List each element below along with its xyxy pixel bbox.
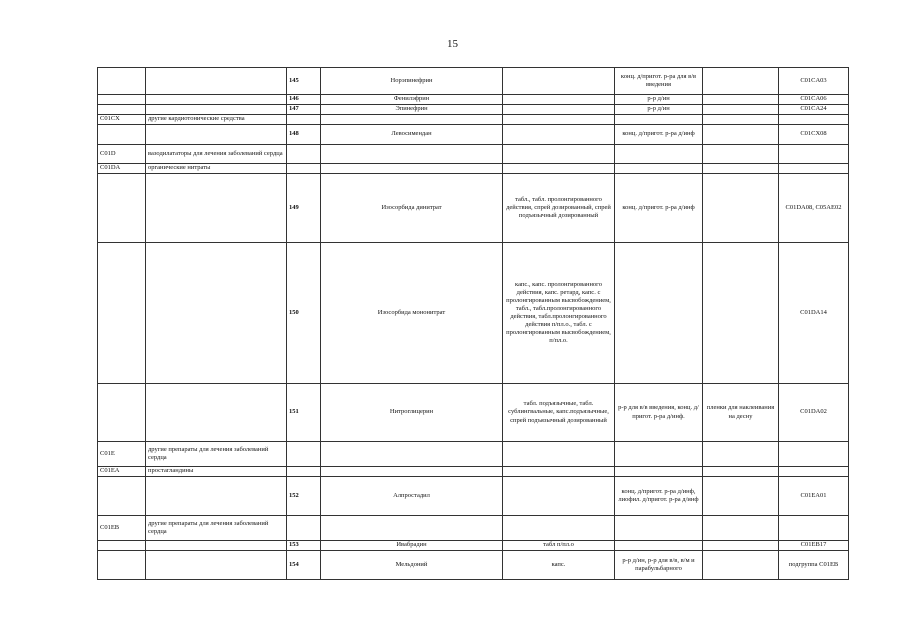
atc-code-cell: C01CA03 — [779, 68, 849, 95]
other-forms-cell — [703, 115, 779, 125]
dosage-forms-cell: капс., капс. пролонгированного действия, капс. ретард, капс. с пролонгированным высвобождением, табл., табл.пролонгированного действия, табл.пролонгированного действия п/пл.о., табл. с пролонгированным высвобождением, п/пл.о. — [503, 243, 615, 384]
table-row — [98, 105, 849, 115]
other-forms-cell — [703, 164, 779, 174]
dosage-forms-cell — [503, 467, 615, 477]
group-name-cell — [146, 105, 287, 115]
group-name-cell: другие препараты для лечения заболеваний сердца — [146, 442, 287, 467]
table-row — [98, 551, 849, 580]
table-row — [98, 174, 849, 243]
other-forms-cell — [703, 243, 779, 384]
atc-group-code-cell — [98, 541, 146, 551]
atc-code-cell — [779, 516, 849, 541]
dosage-forms-cell — [503, 68, 615, 95]
group-name-cell — [146, 125, 287, 145]
atc-group-code-cell — [98, 68, 146, 95]
atc-code-cell: C01EA01 — [779, 477, 849, 516]
group-name-cell — [146, 477, 287, 516]
atc-group-code-cell: C01EA — [98, 467, 146, 477]
row-number-cell — [287, 145, 321, 164]
injection-forms-cell: р-р д/ин — [615, 95, 703, 105]
drug-table — [97, 67, 849, 580]
dosage-forms-cell: табл. подъязычные, табл. сублингвальные, капс.подъязычные, спрей подъязычный дозированный — [503, 384, 615, 442]
page-number: 15 — [447, 38, 458, 50]
atc-code-cell: C01CA24 — [779, 105, 849, 115]
atc-group-code-cell — [98, 174, 146, 243]
injection-forms-cell — [615, 145, 703, 164]
table-row — [98, 68, 849, 95]
group-name-cell — [146, 541, 287, 551]
table-row — [98, 164, 849, 174]
dosage-forms-cell — [503, 477, 615, 516]
table-row — [98, 541, 849, 551]
injection-forms-cell: конц. д/пригот. р-ра д/инф — [615, 125, 703, 145]
dosage-forms-cell — [503, 442, 615, 467]
group-name-cell: вазодилататоры для лечения заболеваний сердца — [146, 145, 287, 164]
injection-forms-cell: конц. д/пригот. р-ра д/инф, лиофил. д/пригот. р-ра д/инф — [615, 477, 703, 516]
atc-group-code-cell — [98, 477, 146, 516]
injection-forms-cell — [615, 516, 703, 541]
row-number-cell — [287, 115, 321, 125]
table-row — [98, 516, 849, 541]
drug-name-cell: Фенилэфрин — [321, 95, 503, 105]
dosage-forms-cell: табл п/пл.о — [503, 541, 615, 551]
group-name-cell — [146, 68, 287, 95]
row-number-cell: 152 — [287, 477, 321, 516]
dosage-forms-cell — [503, 105, 615, 115]
drug-name-cell: Изосорбида динитрат — [321, 174, 503, 243]
atc-group-code-cell: C01CX — [98, 115, 146, 125]
atc-code-cell — [779, 164, 849, 174]
dosage-forms-cell — [503, 145, 615, 164]
table-row — [98, 243, 849, 384]
atc-code-cell: C01DA14 — [779, 243, 849, 384]
drug-name-cell — [321, 442, 503, 467]
atc-code-cell — [779, 115, 849, 125]
other-forms-cell — [703, 442, 779, 467]
group-name-cell: другие препараты для лечения заболеваний сердца — [146, 516, 287, 541]
other-forms-cell — [703, 516, 779, 541]
drug-name-cell: Эпинефрин — [321, 105, 503, 115]
injection-forms-cell: конц. д/пригот. р-ра д/инф — [615, 174, 703, 243]
row-number-cell: 146 — [287, 95, 321, 105]
table-row — [98, 384, 849, 442]
injection-forms-cell — [615, 115, 703, 125]
injection-forms-cell — [615, 541, 703, 551]
drug-name-cell: Изосорбида мононитрат — [321, 243, 503, 384]
other-forms-cell — [703, 95, 779, 105]
row-number-cell — [287, 467, 321, 477]
other-forms-cell — [703, 125, 779, 145]
dosage-forms-cell: табл., табл. пролонгированного действия, спрей дозированный, спрей подъязычный дозированный — [503, 174, 615, 243]
drug-name-cell: Норэпинефрин — [321, 68, 503, 95]
row-number-cell: 151 — [287, 384, 321, 442]
injection-forms-cell: конц. д/пригот. р-ра для в/в введения — [615, 68, 703, 95]
other-forms-cell: пленки для наклеивания на десну — [703, 384, 779, 442]
drug-name-cell: Левосимендан — [321, 125, 503, 145]
row-number-cell: 153 — [287, 541, 321, 551]
row-number-cell — [287, 442, 321, 467]
drug-name-cell — [321, 467, 503, 477]
atc-code-cell — [779, 145, 849, 164]
atc-group-code-cell: C01E — [98, 442, 146, 467]
atc-code-cell: C01DA02 — [779, 384, 849, 442]
group-name-cell — [146, 174, 287, 243]
injection-forms-cell — [615, 243, 703, 384]
group-name-cell — [146, 95, 287, 105]
other-forms-cell — [703, 105, 779, 115]
dosage-forms-cell — [503, 95, 615, 105]
atc-group-code-cell — [98, 243, 146, 384]
row-number-cell: 149 — [287, 174, 321, 243]
group-name-cell: органические нитраты — [146, 164, 287, 174]
atc-group-code-cell — [98, 551, 146, 580]
dosage-forms-cell — [503, 164, 615, 174]
injection-forms-cell: р-р д/ин, р-р для в/в, в/м и парабульбарного — [615, 551, 703, 580]
injection-forms-cell: р-р д/ин — [615, 105, 703, 115]
atc-code-cell — [779, 467, 849, 477]
drug-name-cell — [321, 164, 503, 174]
atc-group-code-cell — [98, 105, 146, 115]
dosage-forms-cell — [503, 115, 615, 125]
atc-code-cell: подгруппа C01EB — [779, 551, 849, 580]
injection-forms-cell: р-р для в/в введения, конц. д/пригот. р-ра д/инф. — [615, 384, 703, 442]
dosage-forms-cell — [503, 125, 615, 145]
atc-group-code-cell: C01D — [98, 145, 146, 164]
drug-name-cell — [321, 115, 503, 125]
atc-code-cell: C01CX08 — [779, 125, 849, 145]
row-number-cell: 147 — [287, 105, 321, 115]
table-row — [98, 477, 849, 516]
table-row — [98, 115, 849, 125]
other-forms-cell — [703, 477, 779, 516]
atc-code-cell — [779, 442, 849, 467]
row-number-cell: 148 — [287, 125, 321, 145]
injection-forms-cell — [615, 467, 703, 477]
table-row — [98, 442, 849, 467]
table-row — [98, 95, 849, 105]
table-row — [98, 125, 849, 145]
other-forms-cell — [703, 145, 779, 164]
row-number-cell: 154 — [287, 551, 321, 580]
atc-group-code-cell — [98, 384, 146, 442]
row-number-cell: 150 — [287, 243, 321, 384]
dosage-forms-cell: капс. — [503, 551, 615, 580]
other-forms-cell — [703, 68, 779, 95]
drug-name-cell: Алпростадил — [321, 477, 503, 516]
atc-group-code-cell: C01DA — [98, 164, 146, 174]
row-number-cell — [287, 164, 321, 174]
group-name-cell — [146, 243, 287, 384]
group-name-cell: другие кардиотонические средства — [146, 115, 287, 125]
drug-name-cell — [321, 145, 503, 164]
table-body — [98, 68, 849, 580]
atc-group-code-cell: C01EB — [98, 516, 146, 541]
atc-code-cell: C01EB17 — [779, 541, 849, 551]
other-forms-cell — [703, 551, 779, 580]
group-name-cell — [146, 384, 287, 442]
other-forms-cell — [703, 467, 779, 477]
atc-code-cell: C01DA08, C05AE02 — [779, 174, 849, 243]
injection-forms-cell — [615, 442, 703, 467]
table-row — [98, 467, 849, 477]
other-forms-cell — [703, 174, 779, 243]
atc-code-cell: C01CA06 — [779, 95, 849, 105]
drug-name-cell: Мельдоний — [321, 551, 503, 580]
injection-forms-cell — [615, 164, 703, 174]
other-forms-cell — [703, 541, 779, 551]
atc-group-code-cell — [98, 95, 146, 105]
atc-group-code-cell — [98, 125, 146, 145]
dosage-forms-cell — [503, 516, 615, 541]
row-number-cell: 145 — [287, 68, 321, 95]
group-name-cell: простагландины — [146, 467, 287, 477]
group-name-cell — [146, 551, 287, 580]
row-number-cell — [287, 516, 321, 541]
table-row — [98, 145, 849, 164]
drug-name-cell: Ивабрадин — [321, 541, 503, 551]
drug-name-cell — [321, 516, 503, 541]
drug-name-cell: Нитроглицерин — [321, 384, 503, 442]
